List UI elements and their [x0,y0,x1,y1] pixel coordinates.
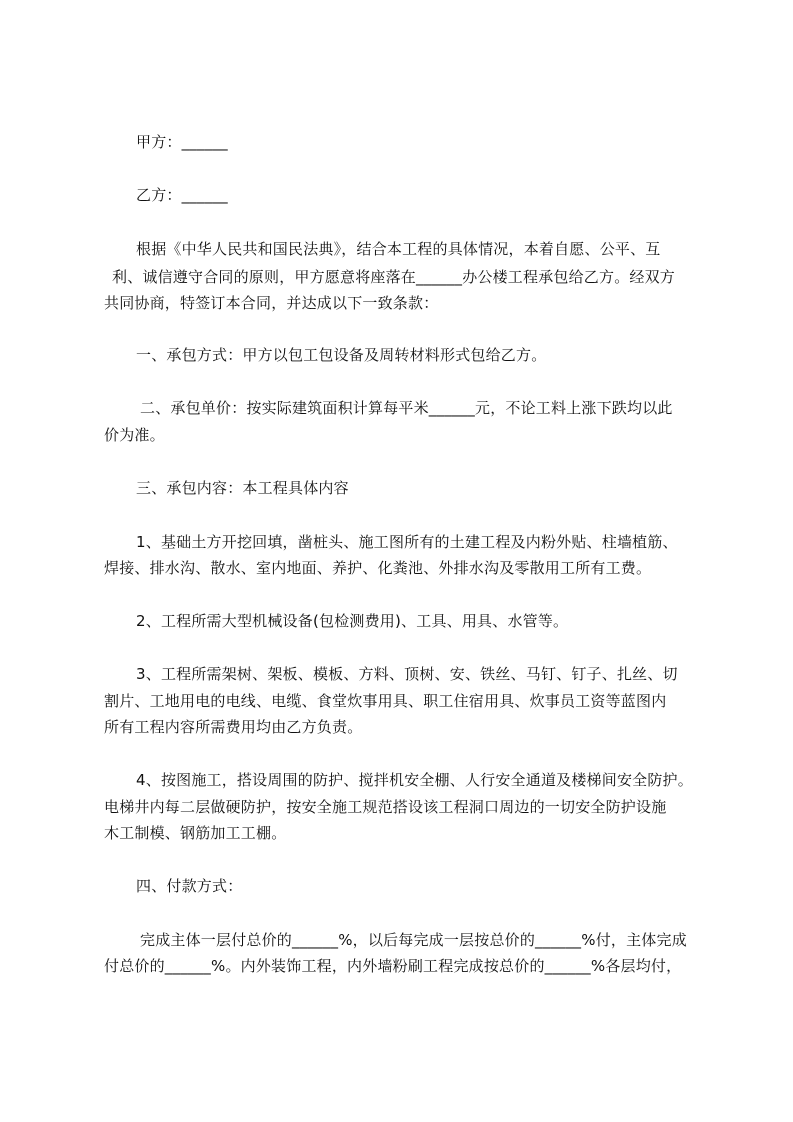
intro-line-2: 利、诚信遵守合同的原则，甲方愿意将座落在______办公楼工程承包给乙方。经双方 [112,268,676,286]
item-2-line: 2、工程所需大型机械设备(包检测费用)、工具、用具、水管等。 [136,612,569,630]
section-4-payment-method: 四、付款方式： [136,877,243,895]
item-4-line-3: 木工制模、钢筋加工工棚。 [104,824,287,842]
item-3-line-3: 所有工程内容所需费用均由乙方负责。 [104,718,363,736]
section-2-line-2: 价为准。 [104,426,165,444]
intro-line-1: 根据《中华人民共和国民法典》，结合本工程的具体情况，本着自愿、公平、互 [136,240,661,258]
item-1-line-1: 1、基础土方开挖回填，凿桩头、施工图所有的土建工程及内粉外贴、柱墙植筋、 [136,533,678,551]
section-2-line-1: 二、承包单价：按实际建筑面积计算每平米______元，不论工料上涨下跌均以此 [140,399,673,417]
item-3-line-1: 3、工程所需架树、架板、模板、方料、顶树、安、铁丝、马钉、钉子、扎丝、切 [136,665,678,683]
payment-line-2: 付总价的______%。内外装饰工程，内外墙粉刷工程完成按总价的______%各层均付， [104,957,682,975]
item-3-line-2: 割片、工地用电的电线、电缆、食堂炊事用具、职工住宿用具、炊事员工资等蓝图内 [104,692,667,710]
party-b-line: 乙方：______ [136,186,228,204]
payment-line-1: 完成主体一层付总价的______%，以后每完成一层按总价的______%付，主体完成 [140,931,687,949]
party-a-line: 甲方：______ [136,133,228,151]
item-4-line-2: 电梯井内每二层做硬防护，按安全施工规范搭设该工程洞口周边的一切安全防护设施 [104,798,667,816]
item-4-line-1: 4、按图施工，搭设周围的防护、搅拌机安全棚、人行安全通道及楼梯间安全防护。 [136,771,693,789]
intro-line-3: 共同协商，特签订本合同，并达成以下一致条款： [104,294,439,312]
section-3-contract-content: 三、承包内容：本工程具体内容 [136,479,349,497]
section-1-contract-method: 一、承包方式：甲方以包工包设备及周转材料形式包给乙方。 [136,346,547,364]
item-1-line-2: 焊接、排水沟、散水、室内地面、养护、化粪池、外排水沟及零散用工所有工费。 [104,559,652,577]
